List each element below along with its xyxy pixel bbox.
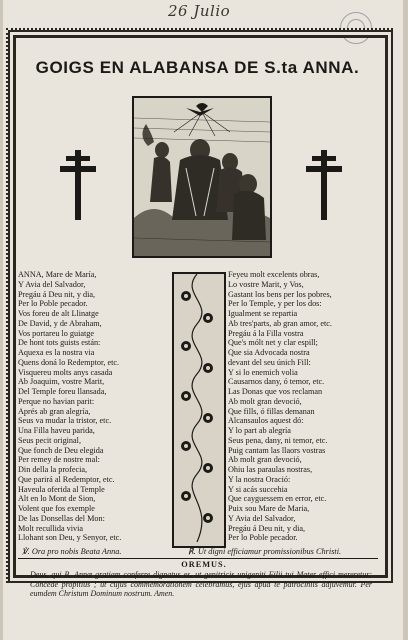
- verse-line: Pregáu á Deu nit, y dia,: [18, 289, 96, 299]
- woodcut-illustration: [132, 96, 272, 258]
- verse-line: Perque no havian parit:: [18, 396, 95, 406]
- verse-line: Feyeu molt excelents obras,: [228, 270, 320, 279]
- verse-line: Visquereu molts anys casada: [18, 367, 113, 377]
- verse-line: De David, y de Abraham,: [18, 318, 102, 328]
- verse-line: Y la nostra Oració:: [228, 474, 291, 484]
- verse-line: Y si lo enemich volia: [228, 367, 298, 377]
- verse-line: Quens doná lo Redemptor, etc.: [18, 357, 120, 367]
- verse-line: Vos foreu de alt Llinatge: [18, 309, 99, 318]
- oremus-heading: OREMUS.: [181, 560, 227, 569]
- verse-line: Una Filla haveu parida,: [18, 426, 95, 435]
- page-title: GOIGS EN ALABANSA DE S.ta ANNA.: [35, 58, 360, 77]
- verse-line: Per lo Temple, y per los dos:: [228, 299, 322, 309]
- verse-line: Y si acás succehia: [228, 484, 288, 494]
- verse-line: Seus pena, dany, ni temor, etc.: [228, 435, 328, 445]
- verse-line: Puix sou Mare de Maria,: [228, 504, 310, 513]
- verses-right-column: [228, 270, 378, 543]
- verse-line: Alt en lo Mont de Sion,: [18, 494, 96, 504]
- verse-line: Aprés ab gran alegría,: [18, 406, 91, 416]
- verse-line: Volent que fos exemple: [18, 504, 95, 513]
- verse-line: Que's mólt net y clar espill;: [228, 338, 318, 348]
- verse-line: Del Temple foreu llansada,: [18, 387, 107, 396]
- verse-line: Pregáu á Deu nit, y dia,: [228, 523, 306, 533]
- oremus-prayer: Deus, qui B. Annæ gratiam conferre dignatus es, ut genitricis unigeniti Filii tui Mater effici mereretur: Concede propitius ; ut cujus commemorationem celebramus, ejus apud te patrociniis adjuvemur. Per eumdem Christum Dominum nostrum. Amen.: [30, 570, 372, 598]
- response: ℟. Ut digni efficiamur promissionibus Christi.: [188, 547, 342, 556]
- verse-line: De las Donsellas del Mon:: [18, 513, 105, 523]
- verse-line: De hont tots guists están:: [18, 338, 101, 348]
- verse-line: Seus va mudar la tristor, etc.: [18, 416, 112, 426]
- verse-line: ANNA, Mare de María,: [18, 270, 97, 279]
- divider-rule: [18, 558, 378, 559]
- verse-line: Igualment se repartia: [228, 309, 298, 318]
- verse-line: Seus pecit original,: [18, 435, 81, 445]
- verse-line: Alcansaulos aquest dó:: [228, 416, 304, 426]
- verse-line: Que cayguessem en error, etc.: [228, 494, 327, 504]
- verse-line: Que fills, ó fillas demanan: [228, 406, 315, 416]
- verse-line: Que sia Advocada nostra: [228, 348, 310, 357]
- right-cross-icon: [306, 150, 342, 220]
- verse-line: Y lo part ab alegría: [228, 426, 291, 435]
- verse-line: Per remey de nostre mal:: [18, 455, 100, 465]
- verse-line: Per lo Poble pecador.: [228, 533, 298, 543]
- verse-line: Ab tres'parts, ab gran amor, etc.: [228, 318, 332, 328]
- verse-line: Que parirá al Redemptor, etc.: [18, 474, 115, 484]
- verses-left-column: [18, 270, 168, 543]
- verse-line: Ab Joaquim, vostre Marit,: [18, 377, 105, 387]
- verse-line: Gastant los bens per los pobres,: [228, 289, 332, 299]
- verse-line: Vos portareu lo guiatge: [18, 328, 95, 338]
- verse-line: Que fonch de Deu elegida: [18, 445, 104, 455]
- verse-line: Causarnos dany, ó temor, etc.: [228, 377, 325, 387]
- verse-line: Aquexa es la nostra via: [18, 348, 95, 357]
- verse-line: Y Avia del Salvador,: [18, 279, 86, 289]
- verse-line: Y Avia del Salvador,: [228, 513, 296, 523]
- versicle: ℣. Ora pro nobis Beata Anna.: [22, 547, 122, 556]
- floral-ornament-band: [172, 272, 226, 548]
- verse-line: Llohant son Deu, y Senyor, etc.: [18, 533, 122, 543]
- verse-line: Per lo Poble pecador.: [18, 299, 88, 309]
- verse-line: Las Donas que vos reclaman: [228, 387, 323, 396]
- verse-line: Pregáu á la Filla vostra: [228, 328, 304, 338]
- verse-line: Ab molt gran devoció,: [228, 396, 302, 406]
- verse-line: Haveula oferida al Temple: [18, 484, 105, 494]
- verse-line: Ohiu las paraulas nostras,: [228, 465, 313, 474]
- verse-line: Molt recullida vivia: [18, 523, 84, 533]
- verse-line: Ab molt gran devoció,: [228, 455, 302, 465]
- verse-line: Din della la profecia,: [18, 465, 88, 474]
- verse-line: devant del seu únich Fill:: [228, 357, 311, 367]
- verse-line: Puig cantam las llaors vostras: [228, 445, 326, 455]
- verse-line: Lo vostre Marit, y Vos,: [228, 279, 304, 289]
- handwritten-date: 26 Julio: [168, 2, 231, 20]
- left-cross-icon: [60, 150, 96, 220]
